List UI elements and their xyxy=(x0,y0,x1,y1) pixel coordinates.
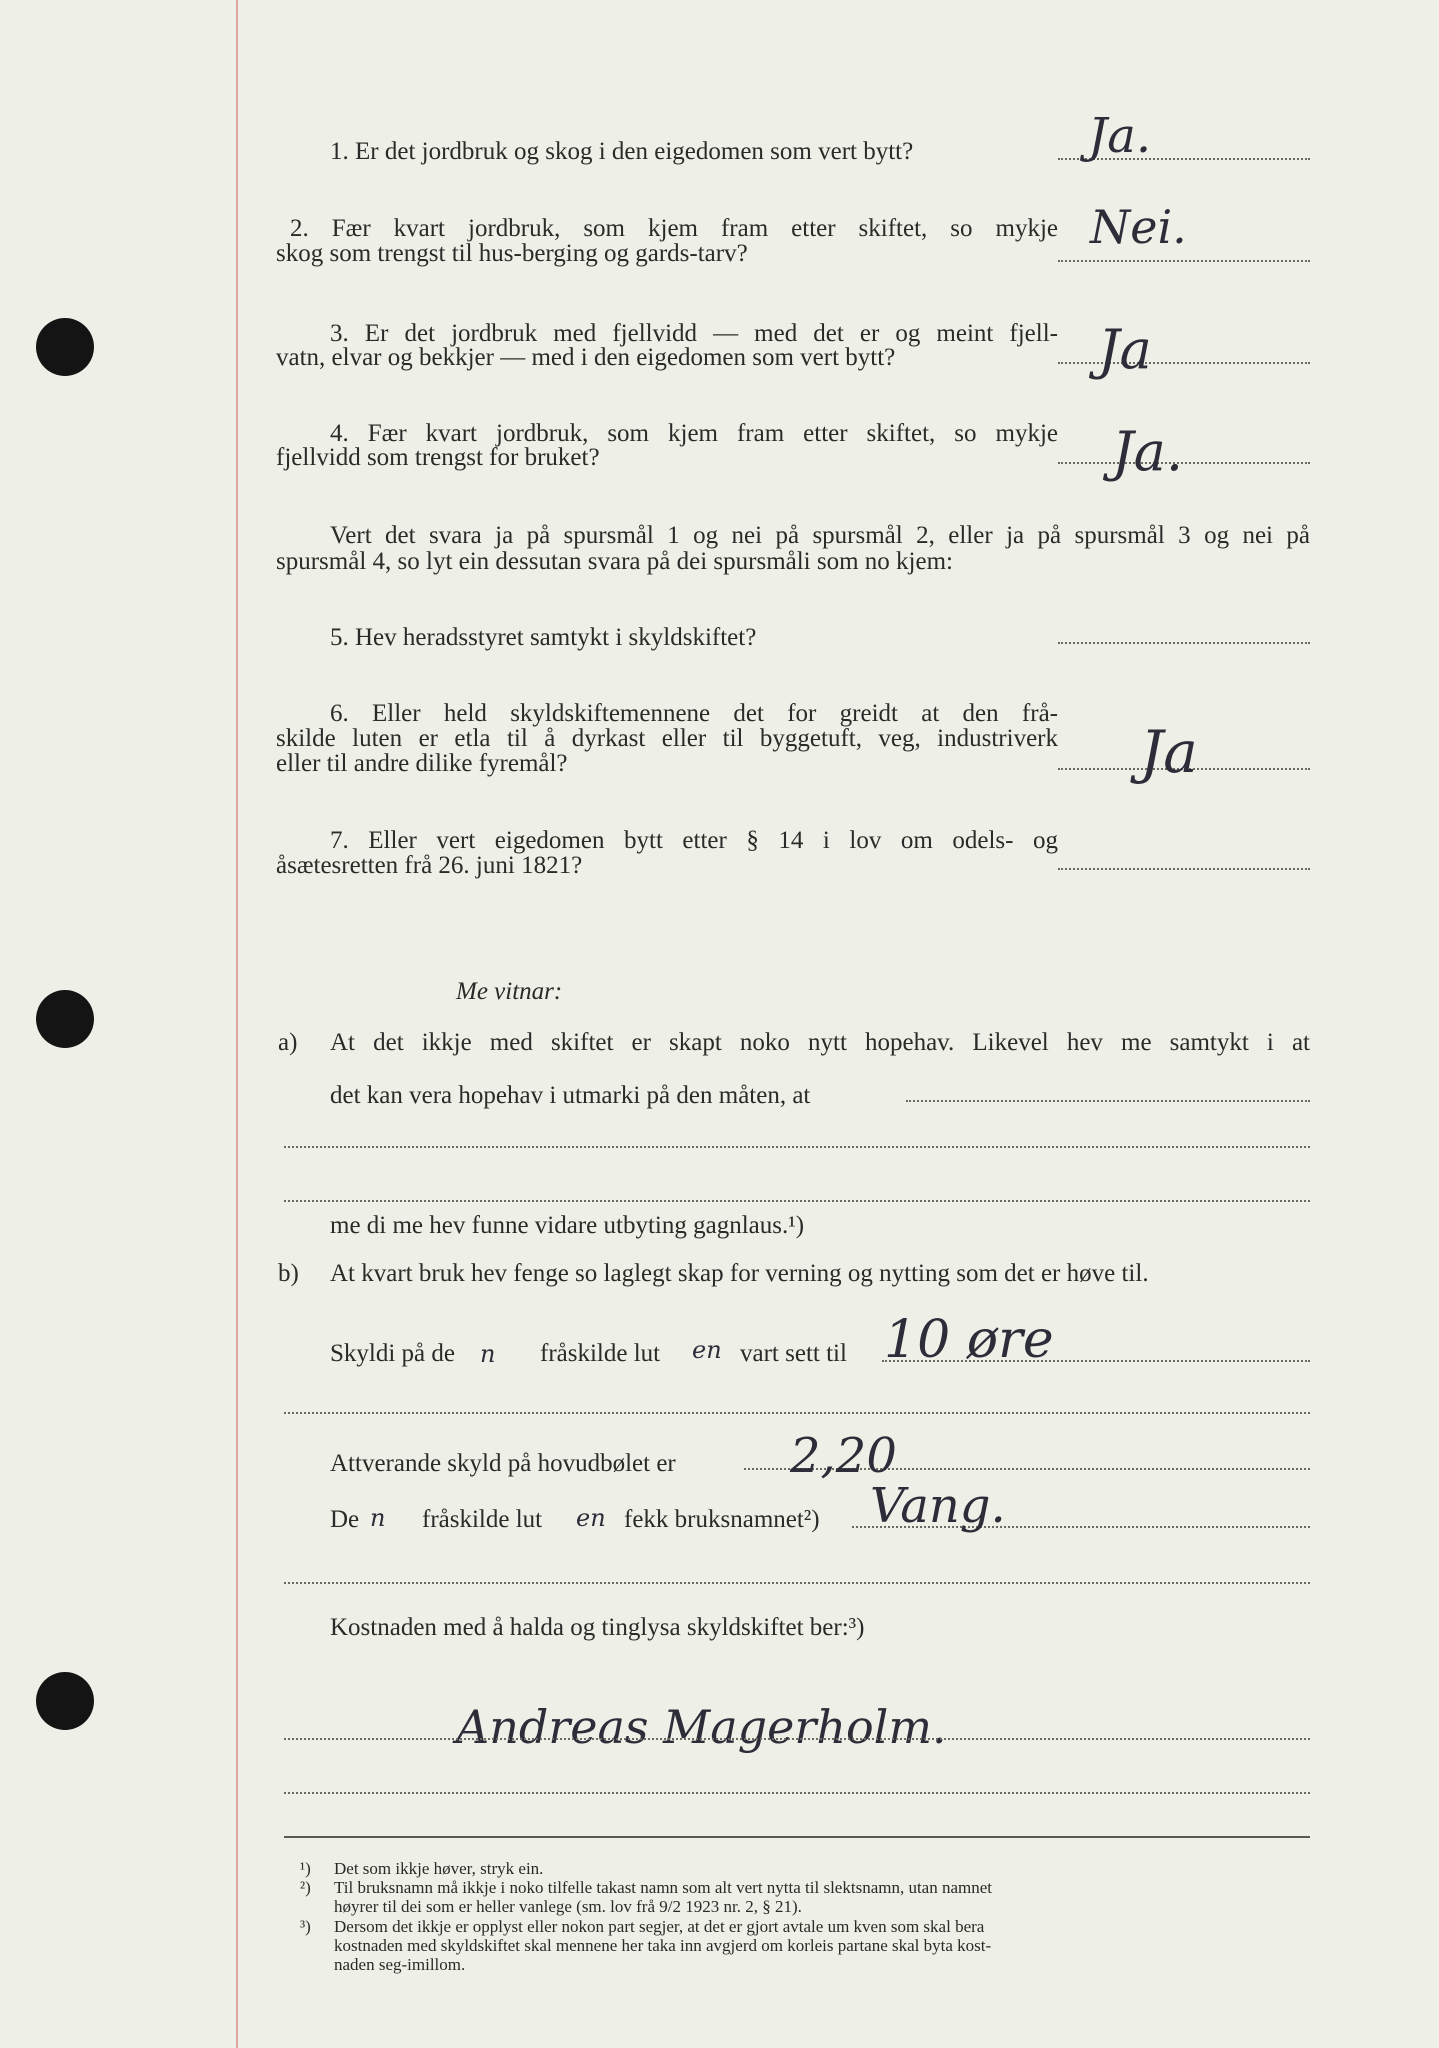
footnote: ²) Til bruksnamn må ikkje i noko tilfelle takast namn som alt vert nytta til slektsnamn, utan namnet xyxy=(300,1878,993,1897)
handwritten-insert: n xyxy=(370,1504,386,1532)
fill-line xyxy=(906,1100,1310,1102)
footnote: ³) Dersom det ikkje er opplyst eller nokon part segjer, at det er gjort avtale um kven som skal bera xyxy=(300,1917,985,1936)
answer-2: Nei. xyxy=(1090,200,1187,254)
question-5: 5. Hev heradsstyret samtykt i skyldskiftet? xyxy=(330,624,757,651)
fill-line xyxy=(284,1412,1310,1414)
section-heading: Me vitnar: xyxy=(456,978,563,1005)
fill-line xyxy=(284,1582,1310,1584)
item-a-text: At det ikkje med skiftet er skapt noko nytt hopehav. Likevel hev me samtykt i at xyxy=(330,1029,1310,1056)
fill-line xyxy=(284,1792,1310,1794)
question-3: 3. Er det jordbruk med fjellvidd — med det er og meint fjell- xyxy=(330,320,1058,347)
field-label: vart sett til xyxy=(740,1340,847,1367)
item-a-marker: a) xyxy=(278,1029,298,1056)
answer-line-2 xyxy=(1058,260,1310,262)
punch-hole xyxy=(36,1672,94,1730)
answer-line-4 xyxy=(1058,462,1310,464)
item-b-text: At kvart bruk hev fenge so laglegt skap for verning og nytting som det er høve til. xyxy=(330,1260,1149,1287)
question-4: 4. Fær kvart jordbruk, som kjem fram etter skiftet, so mykje xyxy=(330,420,1058,447)
question-6: eller til andre dilike fyremål? xyxy=(276,750,568,777)
fill-line xyxy=(284,1738,1310,1740)
field-label: Attverande skyld på hovudbølet er xyxy=(330,1450,676,1477)
answer-6: Ja xyxy=(1140,718,1198,786)
item-b-marker: b) xyxy=(278,1260,299,1287)
question-6: skilde luten er etla til å dyrkast eller til byggetuft, veg, industriverk xyxy=(276,725,1058,752)
answer-line-3 xyxy=(1058,362,1310,364)
fill-line xyxy=(284,1200,1310,1202)
item-a-text: det kan vera hopehav i utmarki på den måten, at xyxy=(330,1082,811,1109)
question-7: åsætesretten frå 26. juni 1821? xyxy=(276,852,583,879)
footnote: kostnaden med skyldskiftet skal mennene her taka inn avgjerd om korleis partane skal byta kost- xyxy=(334,1936,992,1955)
answer-line-5 xyxy=(1058,642,1310,644)
punch-hole xyxy=(36,990,94,1048)
intro-paragraph: Vert det svara ja på spursmål 1 og nei på spursmål 2, eller ja på spursmål 3 og nei på xyxy=(330,522,1310,549)
question-1: 1. Er det jordbruk og skog i den eigedomen som vert bytt? xyxy=(330,138,914,165)
field-label: Skyldi på de xyxy=(330,1340,455,1367)
footnote-divider xyxy=(284,1836,1310,1838)
question-7: 7. Eller vert eigedomen bytt etter § 14 i lov om odels- og xyxy=(330,827,1058,854)
handwritten-value: Andreas Magerholm. xyxy=(456,1700,947,1754)
answer-4: Ja. xyxy=(1112,420,1184,483)
answer-1: Ja. xyxy=(1088,108,1152,164)
field-label: De xyxy=(330,1506,360,1533)
field-label: fråskilde lut xyxy=(422,1506,543,1533)
handwritten-value: 2,20 xyxy=(790,1428,897,1484)
footnote: ¹) Det som ikkje høver, stryk ein. xyxy=(300,1859,544,1878)
question-2: 2. Fær kvart jordbruk, som kjem fram etter skiftet, so mykje xyxy=(290,215,1058,242)
intro-paragraph: spursmål 4, so lyt ein dessutan svara på dei spursmåli som no kjem: xyxy=(276,548,953,575)
margin-line xyxy=(236,0,238,2048)
question-3: vatn, elvar og bekkjer — med i den eigedomen som vert bytt? xyxy=(276,344,896,371)
question-4: fjellvidd som trengst for bruket? xyxy=(276,444,600,471)
handwritten-insert: en xyxy=(576,1504,606,1532)
handwritten-value: 10 øre xyxy=(884,1310,1054,1370)
question-2: skog som trengst til hus-berging og gards-tarv? xyxy=(276,240,748,267)
field-label: fekk bruksnamnet²) xyxy=(624,1506,820,1533)
answer-line-7 xyxy=(1058,868,1310,870)
fill-line xyxy=(284,1146,1310,1148)
field-label: fråskilde lut xyxy=(540,1340,661,1367)
item-a-text: me di me hev funne vidare utbyting gagnlaus.¹) xyxy=(330,1212,805,1239)
footnote: naden seg-imillom. xyxy=(334,1955,466,1974)
answer-3: Ja xyxy=(1098,318,1152,381)
field-label: Kostnaden med å halda og tinglysa skyldskiftet ber:³) xyxy=(330,1614,865,1641)
handwritten-value: Vang. xyxy=(870,1478,1006,1534)
handwritten-insert: n xyxy=(480,1340,496,1368)
question-6: 6. Eller held skyldskiftemennene det for greidt at den frå- xyxy=(330,700,1058,727)
footnote: høyrer til dei som er heller vanlege (sm. lov frå 9/2 1923 nr. 2, § 21). xyxy=(334,1897,802,1916)
punch-hole xyxy=(36,318,94,376)
handwritten-insert: en xyxy=(692,1336,722,1364)
